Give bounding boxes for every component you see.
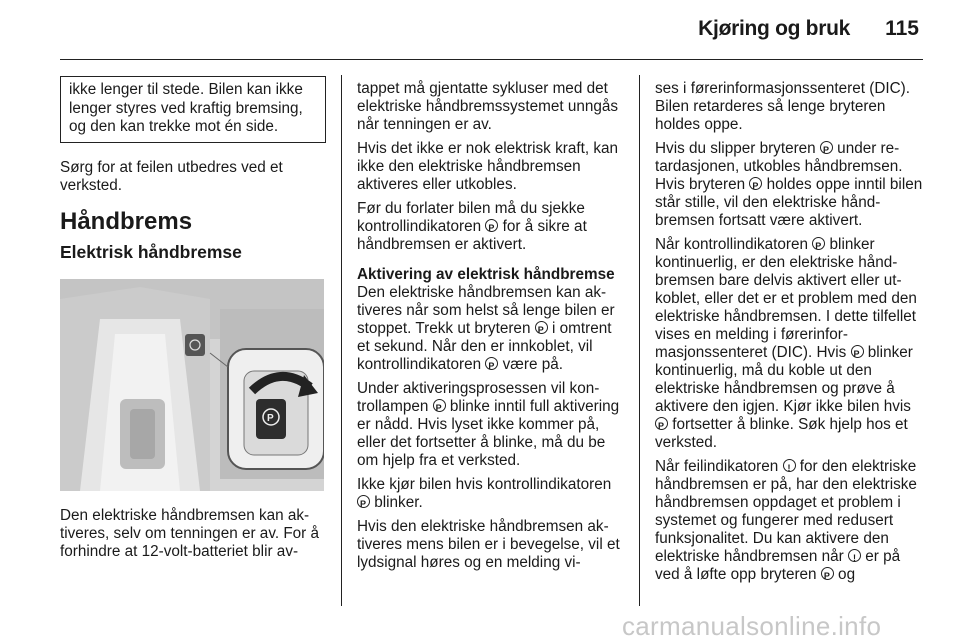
subsection-heading: Aktivering av elektrisk håndbremse [357, 266, 615, 283]
parking-brake-icon [357, 495, 370, 508]
paragraph: Før du forlater bilen må du sjekke kontrollindikatoren P for å sikre at håndbremsen er aktivert. [357, 200, 625, 254]
parking-brake-icon [812, 237, 825, 250]
section-title: Kjøring og bruk [698, 17, 850, 40]
paragraph: Når feilindikatoren ! for den elektriske håndbremsen er på, har den elektriske håndbremsen oppdaget et problem i systemet og fungerer med redusert funksjonalitet. Du kan aktivere den elektriske håndbremsen når ! er på ved å løfte opp bryteren P og [655, 458, 926, 584]
brake-fault-icon [783, 459, 796, 472]
paragraph: Hvis du slipper bryteren P under retardasjonen, utkobles håndbremsen. Hvis bryteren P holdes oppe inntil bilen står stille, vil den elektriske håndbremsen fortsatt være aktivert. [655, 140, 926, 230]
paragraph: Ikke kjør bilen hvis kontrollindikatoren P blinker. [357, 476, 625, 512]
svg-text:P: P [267, 412, 274, 424]
warning-box: ikke lenger til stede. Bilen kan ikke lenger styres ved kraftig bremsing, og den kan trekke mot én side. [60, 76, 326, 143]
header-rule [60, 59, 923, 60]
watermark: carmanualsonline.info [622, 611, 882, 641]
paragraph: Hvis det ikke er nok elektrisk kraft, kan ikke den elektriske håndbremsen aktiveres eller utkobles. [357, 140, 618, 193]
parking-brake-icon [485, 219, 498, 232]
parking-brake-icon [820, 141, 833, 154]
column-divider [341, 75, 342, 606]
paragraph: Når kontrollindikatoren P blinker kontinuerlig, er den elektriske håndbremsen bare delvis aktivert eller utkoblet, eller det er et problem med den elektriske håndbremsen. I dette tilfellet vises en melding i førerinformasjonssenteret (DIC). Hvis P blinker kontinuerlig, må du koble ut den elektriske håndbremsen og prøve å aktivere den igjen. Kjør ikke bilen hvis P fortsetter å blinke. Søk hjelp hos et verksted. [655, 236, 926, 452]
handbrake-illustration [60, 279, 324, 491]
paragraph: Den elektriske håndbremsen kan aktiveres når som helst så lenge bilen er stoppet. Trekk ut bryteren P i omtrent et sekund. Når den er innkoblet, vil kontrollindikatoren P være på. [357, 284, 625, 374]
parking-brake-icon [485, 357, 498, 370]
parking-brake-icon [535, 321, 548, 334]
column-1 [60, 76, 326, 567]
parking-brake-icon [851, 345, 864, 358]
paragraph: Sørg for at feilen utbedres ved et verksted. [60, 158, 283, 194]
brake-fault-icon [848, 549, 861, 562]
column-3 [655, 80, 926, 590]
column-2 [357, 80, 625, 578]
parking-brake-icon [749, 177, 762, 190]
subsection-heading: Elektrisk håndbremse [60, 241, 242, 262]
column-divider [639, 75, 640, 606]
page-header [0, 0, 960, 60]
page-number: 115 [885, 17, 919, 40]
paragraph: ses i førerinformasjonssenteret (DIC). Bilen retarderes så lenge bryteren holdes oppe. [655, 80, 911, 133]
parking-brake-icon [655, 417, 668, 430]
paragraph: Hvis den elektriske håndbremsen aktiveres mens bilen er i bevegelse, vil et lydsignal høres og en melding vi- [357, 518, 620, 571]
paragraph: Den elektriske håndbremsen kan aktiveres, selv om tenningen er av. For å forhindre at 12-volt-batteriet blir av- [60, 506, 320, 560]
section-heading: Håndbrems [60, 207, 193, 235]
paragraph: tappet må gjentatte sykluser med det elektriske håndbremssystemet unngås når tenningen er av. [357, 80, 619, 133]
parking-brake-icon [433, 399, 446, 412]
paragraph: Under aktiveringsprosessen vil kontrollampen P blinke inntil full aktivering er nådd. Hvis lyset ikke kommer på, eller det fortsetter å blinke, må du be om hjelp fra et verksted. [357, 380, 625, 470]
parking-brake-icon [821, 567, 834, 580]
